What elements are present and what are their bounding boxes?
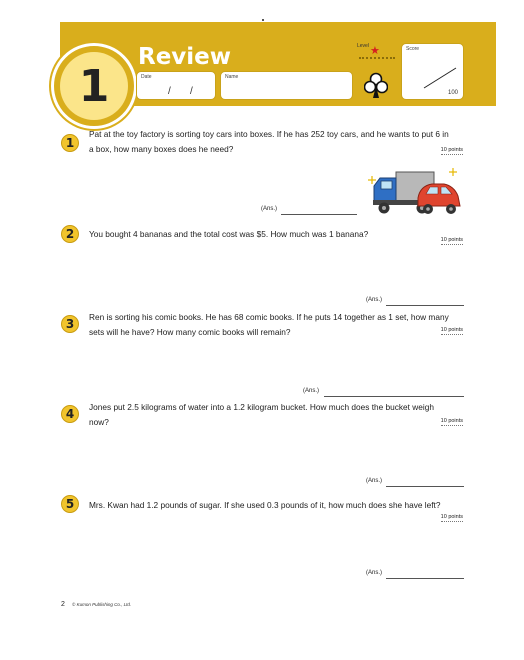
question-2-number: 2 (61, 225, 79, 243)
page-dot (262, 19, 264, 21)
page-title: Review (138, 44, 232, 70)
name-label: Name (225, 74, 239, 80)
question-3-points: 10 points (440, 327, 463, 333)
question-4-line-1: Jones put 2.5 kilograms of water into a 1.2 kilogram bucket. How much does the bucket weigh (89, 402, 434, 412)
question-1-text (89, 127, 449, 157)
score-field[interactable] (401, 43, 464, 100)
score-diagonal (422, 66, 458, 90)
question-1-answer-line[interactable] (281, 214, 357, 215)
copyright: © Kumon Publishing Co., Ltd. (72, 602, 132, 607)
question-1-answer-label: (Ans.) (261, 206, 278, 212)
question-4-answer-label: (Ans.) (366, 478, 383, 484)
question-4-answer-line[interactable] (386, 486, 464, 487)
level-dots (359, 57, 395, 59)
question-2-answer-label: (Ans.) (366, 297, 383, 303)
question-2-line-1: You bought 4 bananas and the total cost was $5. How much was 1 banana? (89, 229, 369, 239)
star-icon: ★ (370, 45, 380, 57)
question-5-points: 10 points (440, 514, 463, 520)
question-5-number: 5 (61, 495, 79, 513)
question-3-text (89, 310, 449, 340)
question-3-answer-label: (Ans.) (303, 388, 320, 394)
date-slash-1: / (168, 86, 171, 97)
question-3-number: 3 (61, 315, 79, 333)
question-4-number: 4 (61, 405, 79, 423)
name-field[interactable] (220, 71, 353, 100)
question-1-line-1: Pat at the toy factory is sorting toy cars into boxes. If he has 252 toy cars, and he wants to put 6 in (89, 129, 449, 139)
question-3-line-1: Ren is sorting his comic books. He has 68 comic books. If he puts 14 together as 1 set, how many (89, 312, 449, 322)
date-label: Date (141, 74, 152, 80)
truck-and-car-illustration (360, 164, 464, 218)
question-1-number: 1 (61, 134, 79, 152)
question-1-line-2: a box, how many boxes does he need? (89, 144, 234, 154)
question-2-text (89, 227, 368, 242)
question-4-text (89, 400, 434, 430)
question-5-answer-line[interactable] (386, 578, 464, 579)
question-3-line-2: sets will he have? How many comic books will remain? (89, 327, 291, 337)
score-max: 100 (447, 90, 458, 96)
question-5-answer-label: (Ans.) (366, 570, 383, 576)
question-3-answer-line[interactable] (324, 396, 464, 397)
score-label: Score (406, 46, 420, 52)
page-number: 2 (61, 601, 65, 608)
unit-number: 1 (60, 52, 128, 120)
question-2-points: 10 points (440, 237, 463, 243)
level-label: Level (357, 43, 369, 49)
date-field[interactable] (136, 71, 216, 100)
question-4-line-2: now? (89, 417, 109, 427)
question-4-points: 10 points (440, 418, 463, 424)
date-slash-2: / (190, 86, 193, 97)
question-2-answer-line[interactable] (386, 305, 464, 306)
question-5-text (89, 498, 440, 513)
question-5-line-1: Mrs. Kwan had 1.2 pounds of sugar. If she used 0.3 pounds of it, how much does she have left? (89, 500, 441, 510)
question-1-points: 10 points (440, 147, 463, 153)
club-icon (364, 72, 388, 100)
